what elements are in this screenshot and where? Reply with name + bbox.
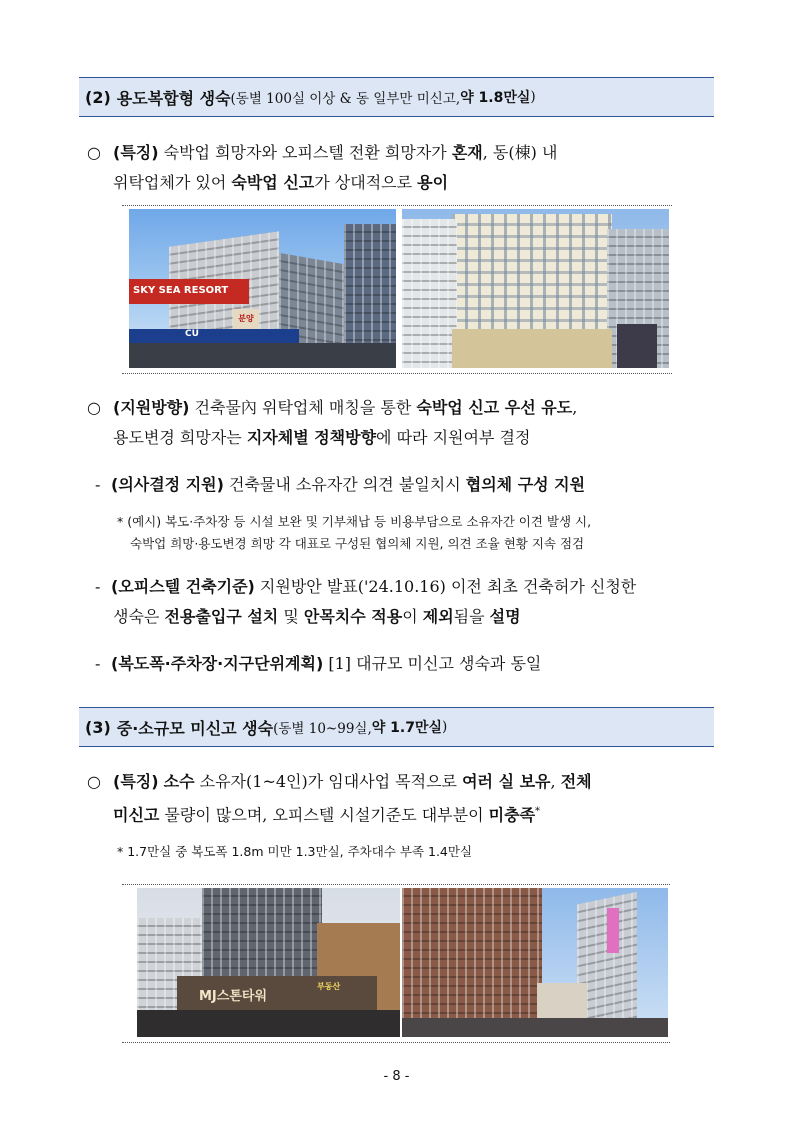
feature-line-1: [87, 142, 557, 164]
officetel-emph: 전용출입구 설치: [164, 607, 279, 626]
feature-text: 위탁업체가 있어: [113, 173, 232, 192]
sale-banner: 분양: [238, 314, 254, 323]
officetel-text: 이: [402, 607, 423, 626]
dash-bullet: -: [95, 475, 101, 494]
resort-sign: SKY SEA RESORT: [133, 285, 229, 296]
s3-feature-label: (특징): [113, 772, 159, 791]
section-count: 약 1.8만실: [460, 90, 531, 106]
mj-tower-sign: MJ스톤타워: [199, 989, 268, 1004]
section-subtitle-close: ): [441, 719, 448, 735]
decision-line: [95, 474, 585, 496]
dash-bullet: -: [95, 577, 101, 596]
support-emph: 숙박업 신고 우선 유도: [416, 398, 573, 417]
s3-note: * 1.7만실 중 복도폭 1.8m 미만 1.3만실, 주차대수 부족 1.4만실: [117, 844, 473, 859]
section-title: 용도복합형 생숙: [116, 88, 231, 108]
feature-emph: 용이: [417, 173, 449, 192]
building-photo-left: [129, 209, 396, 368]
section-3-header: [79, 707, 714, 747]
section-subtitle: (동별 100실 이상 & 동 일부만 미신고,: [230, 91, 461, 107]
section-2-header: [79, 77, 714, 117]
feature-label: (특징): [113, 143, 159, 162]
support-emph: 지자체별 정책방향: [246, 428, 377, 447]
officetel-text: 됨을: [453, 607, 490, 626]
decision-emph: 협의체 구성 지원: [465, 475, 586, 494]
dash-bullet: -: [95, 654, 101, 673]
feature-emph: 숙박업 신고: [231, 173, 315, 192]
support-text: 용도변경 희망자는: [113, 428, 247, 447]
support-label: (지원방향): [113, 398, 190, 417]
s3-feature-emph: 미충족: [488, 805, 536, 825]
support-text: 건축물內 위탁업체 매칭을 통한: [189, 398, 417, 417]
officetel-text: 및: [278, 607, 304, 626]
s3-feature-line-1: [87, 771, 592, 793]
circle-bullet-icon: ○: [87, 143, 101, 162]
realestate-sign: 부동산: [317, 982, 341, 991]
circle-bullet-icon: ○: [87, 398, 101, 417]
feature-text: 숙박업 희망자와 오피스텔 전환 희망자가: [158, 143, 452, 162]
officetel-label: (오피스텔 건축기준): [111, 577, 255, 596]
support-text-end: ,: [572, 398, 578, 417]
feature-emph: 혼재: [451, 143, 483, 162]
officetel-emph: 제외: [422, 607, 454, 626]
feature-text-end: , 동(棟) 내: [482, 143, 558, 162]
s3-feature-emph: 여러 실 보유: [462, 772, 551, 791]
support-line-2: [113, 427, 530, 449]
officetel-text: 지원방안 발표('24.10.16) 이전 최초 건축허가 신청한: [254, 577, 637, 596]
mj-tower-photo: [137, 888, 400, 1037]
section-number: (3): [85, 717, 111, 737]
decision-label: (의사결정 지원): [111, 475, 224, 494]
building-photo-right: [402, 209, 669, 368]
officetel-line-2: [113, 606, 521, 628]
feature-line-2: [113, 172, 448, 194]
corridor-text: [1] 대규모 미신고 생숙과 동일: [323, 654, 542, 673]
support-text: 에 따라 지원여부 결정: [376, 428, 531, 447]
officetel-emph: 설명: [489, 607, 521, 626]
s3-feature-emph: 소수: [163, 772, 195, 791]
corridor-line: [95, 653, 541, 675]
store-sign: CU: [185, 329, 199, 339]
s3-feature-emph: 전체: [560, 772, 592, 791]
example-note-line-2: 숙박업 희망·용도변경 희망 각 대표로 구성된 협의체 지원, 의견 조율 현황 지속 점검: [130, 536, 585, 551]
section-count: 약 1.7만실: [371, 720, 442, 736]
s3-feature-text: ,: [550, 772, 561, 791]
circle-bullet-icon: ○: [87, 772, 101, 791]
section-number: (2): [85, 87, 111, 107]
s3-feature-emph: 미신고: [113, 805, 160, 825]
section-subtitle-close: ): [530, 89, 536, 105]
decision-text: 건축물내 소유자간 의견 불일치시: [223, 475, 466, 494]
s3-feature-text: 소유자(1~4인)가 임대사업 목적으로: [194, 772, 463, 791]
section-title: 중·소규모 미신고 생숙: [116, 718, 274, 738]
support-line-1: [87, 397, 577, 419]
corridor-label: (복도폭·주차장·지구단위계획): [111, 654, 324, 673]
section-subtitle: (동별 10~99실,: [273, 721, 372, 737]
s3-feature-line-2: [113, 801, 540, 826]
officetel-line-1: [95, 576, 636, 598]
page-number: - 8 -: [383, 1069, 410, 1084]
example-note-line-1: * (예시) 복도·주차장 등 시설 보완 및 기부채납 등 비용부담으로 소유자간 이견 발생 시,: [117, 514, 592, 529]
officetel-emph: 안목치수 적용: [303, 607, 403, 626]
footnote-marker: *: [535, 806, 541, 817]
street-building-photo: [402, 888, 668, 1037]
s3-feature-text: 물량이 많으며, 오피스텔 시설기준도 대부분이: [159, 805, 489, 825]
feature-text: 가 상대적으로: [314, 173, 418, 192]
officetel-text: 생숙은: [113, 607, 165, 626]
